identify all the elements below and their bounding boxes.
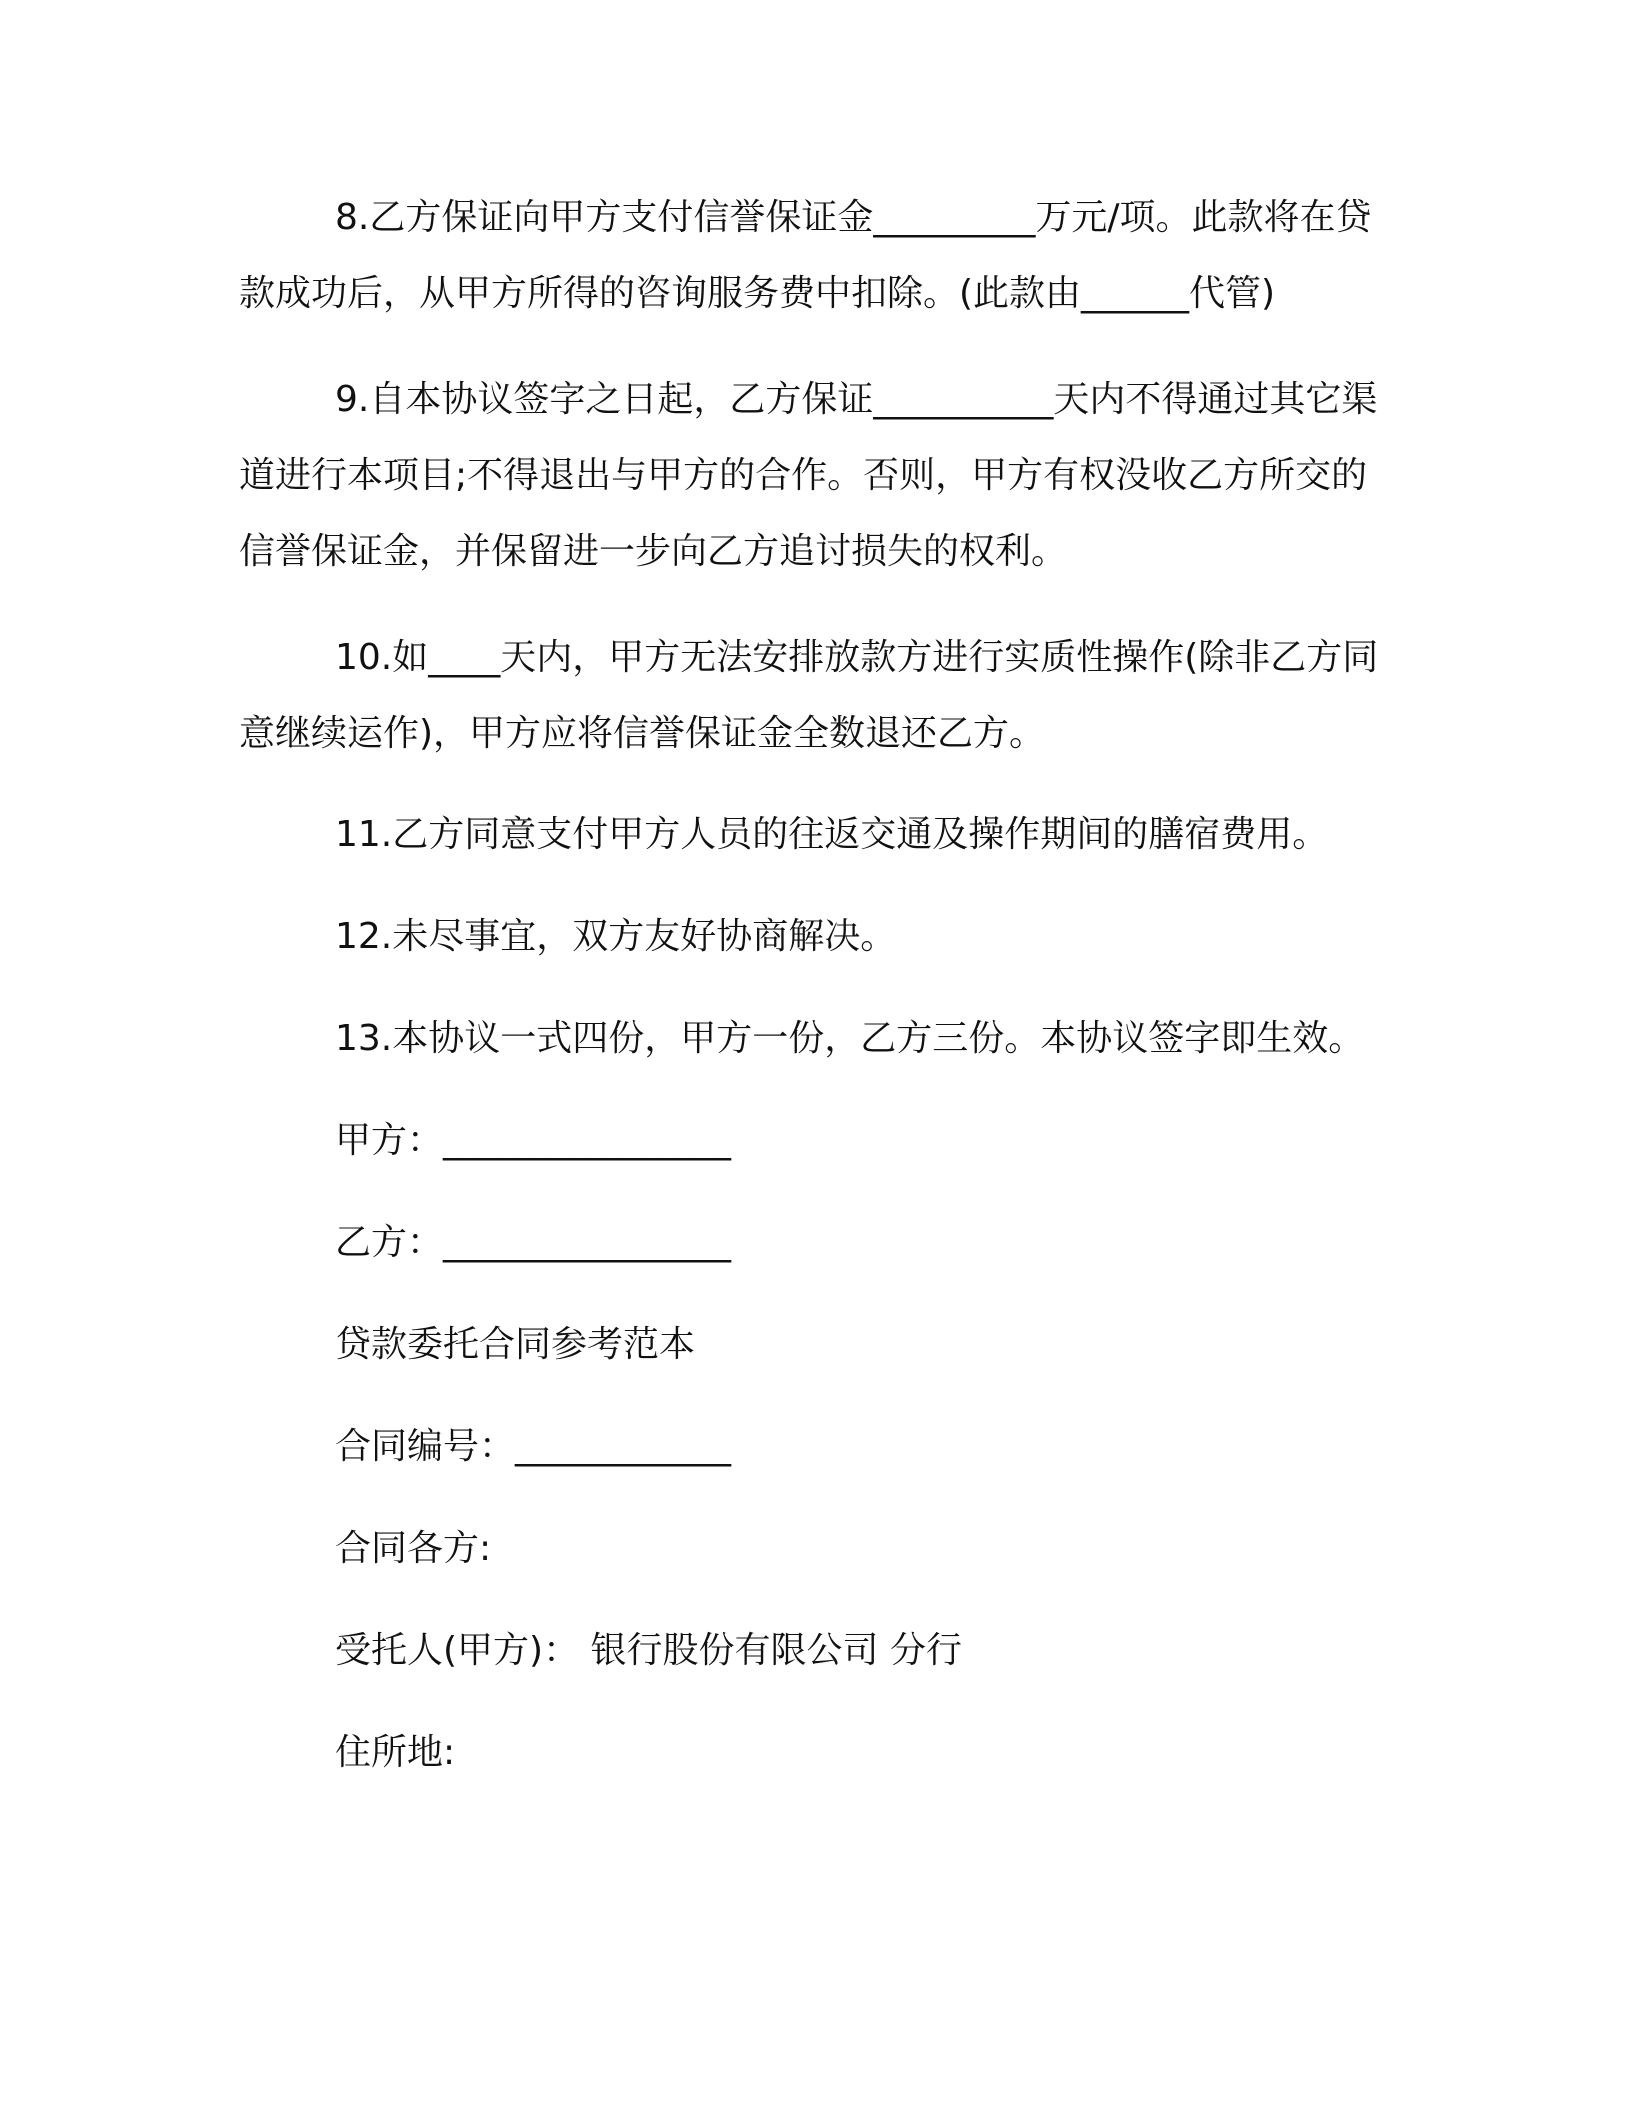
- party-b-signature-line: 乙方：________________: [335, 1222, 732, 1263]
- clause-10: 10.如____天内，甲方无法安排放款方进行实质性操作(除非乙方同意继续运作)，甲方应将信誉保证金全数退还乙方。: [239, 637, 1379, 754]
- contract-parties-heading: 合同各方:: [335, 1528, 492, 1569]
- clause-12: 12.未尽事宜，双方友好协商解决。: [335, 916, 897, 957]
- contract-number-line: 合同编号：____________: [335, 1426, 732, 1467]
- party-a-signature-line: 甲方：________________: [335, 1120, 732, 1161]
- trustee-line: 受托人(甲方)： 银行股份有限公司 分行: [335, 1630, 962, 1671]
- clause-9: 9.自本协议签字之日起，乙方保证__________天内不得通过其它渠道进行本项目;不得退出与甲方的合作。否则，甲方有权没收乙方所交的信誉保证金，并保留进一步向乙方追讨损失的权利。: [239, 379, 1378, 572]
- clause-8: 8.乙方保证向甲方支付信誉保证金_________万元/项。此款将在贷款成功后，从甲方所得的咨询服务费中扣除。(此款由______代管): [239, 197, 1372, 314]
- clause-13: 13.本协议一式四份，甲方一份，乙方三份。本协议签字即生效。: [335, 1018, 1365, 1059]
- template-title: 贷款委托合同参考范本: [335, 1324, 696, 1365]
- address-line: 住所地:: [335, 1732, 456, 1773]
- clause-11: 11.乙方同意支付甲方人员的往返交通及操作期间的膳宿费用。: [335, 814, 1329, 855]
